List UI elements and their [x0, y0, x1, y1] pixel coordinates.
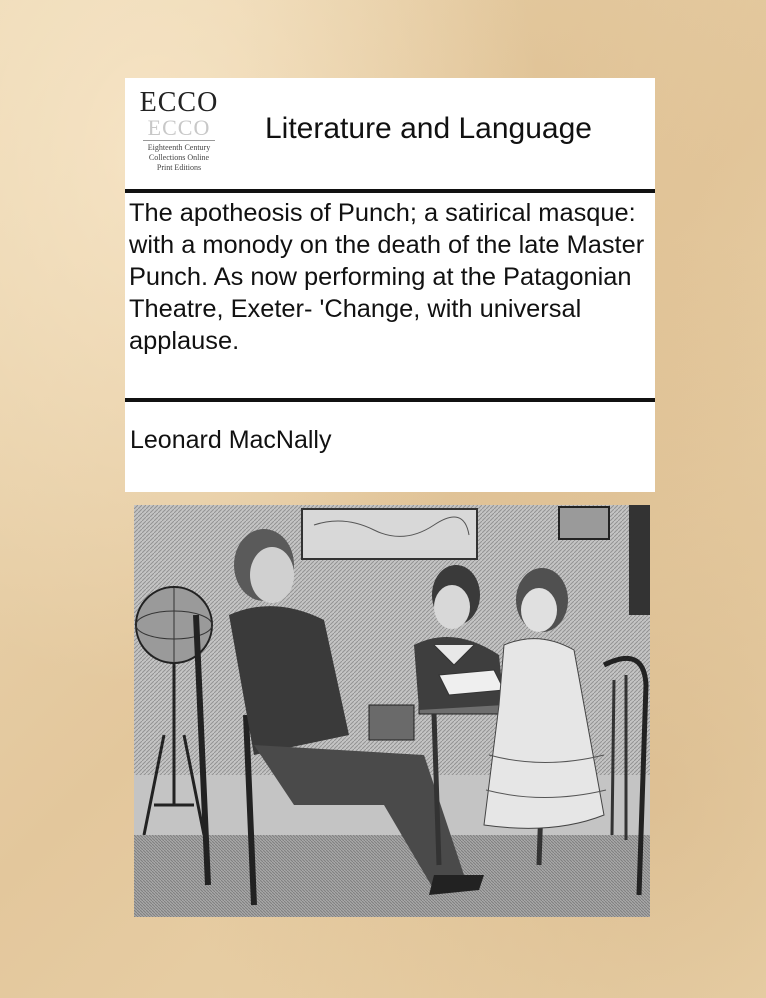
header-panel: [125, 78, 655, 190]
logo-divider: [143, 140, 215, 141]
logo-mark-reflection: ECCO: [147, 115, 211, 140]
ecco-logo: [137, 88, 221, 180]
book-title: The apotheosis of Punch; a satirical masque: with a monody on the death of the late Master Punch. As now performing at the Patagonian Theatre, Exeter- 'Change, with universal applause.: [129, 199, 645, 355]
logo-caption-line2: Collections Online: [148, 153, 210, 162]
logo-mark: ECCO: [139, 87, 219, 118]
title-panel: [125, 193, 655, 398]
illustration-drawing: [134, 505, 650, 917]
engraving-illustration: [134, 505, 650, 917]
logo-caption-line1: Eighteenth Century: [147, 143, 211, 152]
book-author: Leonard MacNally: [130, 426, 332, 454]
author-panel: [125, 402, 655, 492]
series-title: Literature and Language: [265, 112, 592, 145]
logo-caption-line3: Print Editions: [156, 163, 202, 172]
